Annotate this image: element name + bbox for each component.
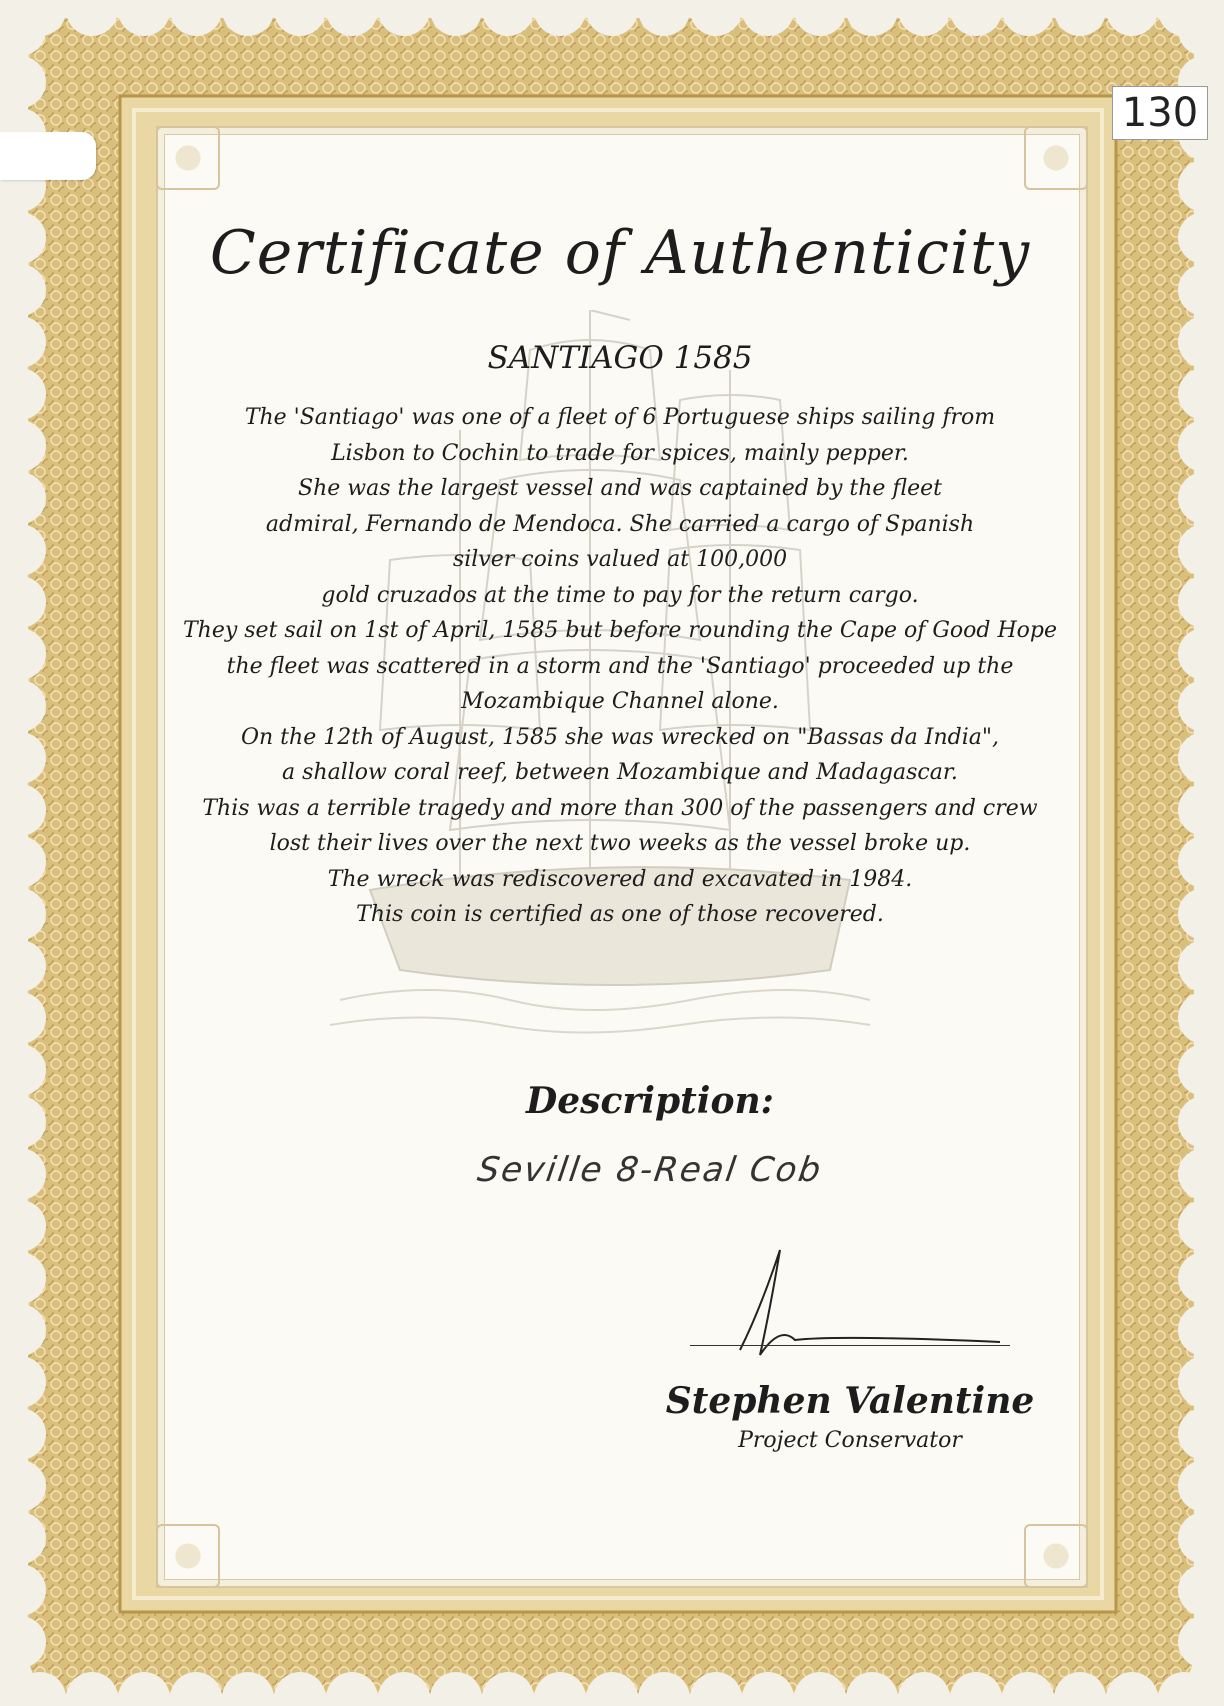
body-line: She was the largest vessel and was captained by the fleet — [298, 476, 942, 501]
signature-line — [690, 1345, 1010, 1346]
signer-title: Project Conservator — [738, 1428, 962, 1453]
body-line: lost their lives over the next two weeks as the vessel broke up. — [269, 831, 971, 856]
binder-tab — [0, 132, 96, 180]
corner-ornament-top-right — [1024, 126, 1088, 190]
body-line: a shallow coral reef, between Mozambique and Madagascar. — [282, 760, 958, 785]
body-line: gold cruzados at the time to pay for the return cargo. — [321, 582, 919, 608]
description-label: Description: — [526, 1080, 774, 1122]
body-line: Lisbon to Cochin to trade for spices, mainly pepper. — [331, 440, 909, 466]
corner-ornament-bottom-right — [1024, 1524, 1088, 1588]
body-line: They set sail on 1st of April, 1585 but before rounding the Cape of Good Hope — [182, 618, 1058, 643]
page-number-label: 130 — [1112, 86, 1208, 140]
corner-ornament-top-left — [156, 126, 220, 190]
body-line: Mozambique Channel alone. — [461, 689, 779, 714]
body-line: On the 12th of August, 1585 she was wrecked on "Bassas da India", — [240, 724, 999, 750]
body-line: The 'Santiago' was one of a fleet of 6 Portuguese ships sailing from — [244, 405, 996, 430]
body-line: admiral, Fernando de Mendoca. She carried a cargo of Spanish — [265, 511, 975, 537]
certificate-body — [180, 400, 1060, 933]
body-line: This coin is certified as one of those recovered. — [356, 902, 884, 927]
body-line: The wreck was rediscovered and excavated in 1984. — [327, 866, 913, 892]
description-value: Seville 8-Real Cob — [475, 1150, 825, 1190]
body-line: the fleet was scattered in a storm and the 'Santiago' proceeded up the — [226, 653, 1014, 679]
signer-name: Stephen Valentine — [665, 1380, 1035, 1422]
corner-ornament-bottom-left — [156, 1524, 220, 1588]
signature-mark — [700, 1230, 1020, 1380]
certificate-title: Certificate of Authenticity — [209, 218, 1031, 288]
certificate-subtitle: SANTIAGO 1585 — [487, 340, 753, 376]
body-line: This was a terrible tragedy and more than 300 of the passengers and crew — [202, 795, 1038, 821]
body-line: silver coins valued at 100,000 — [452, 547, 788, 572]
